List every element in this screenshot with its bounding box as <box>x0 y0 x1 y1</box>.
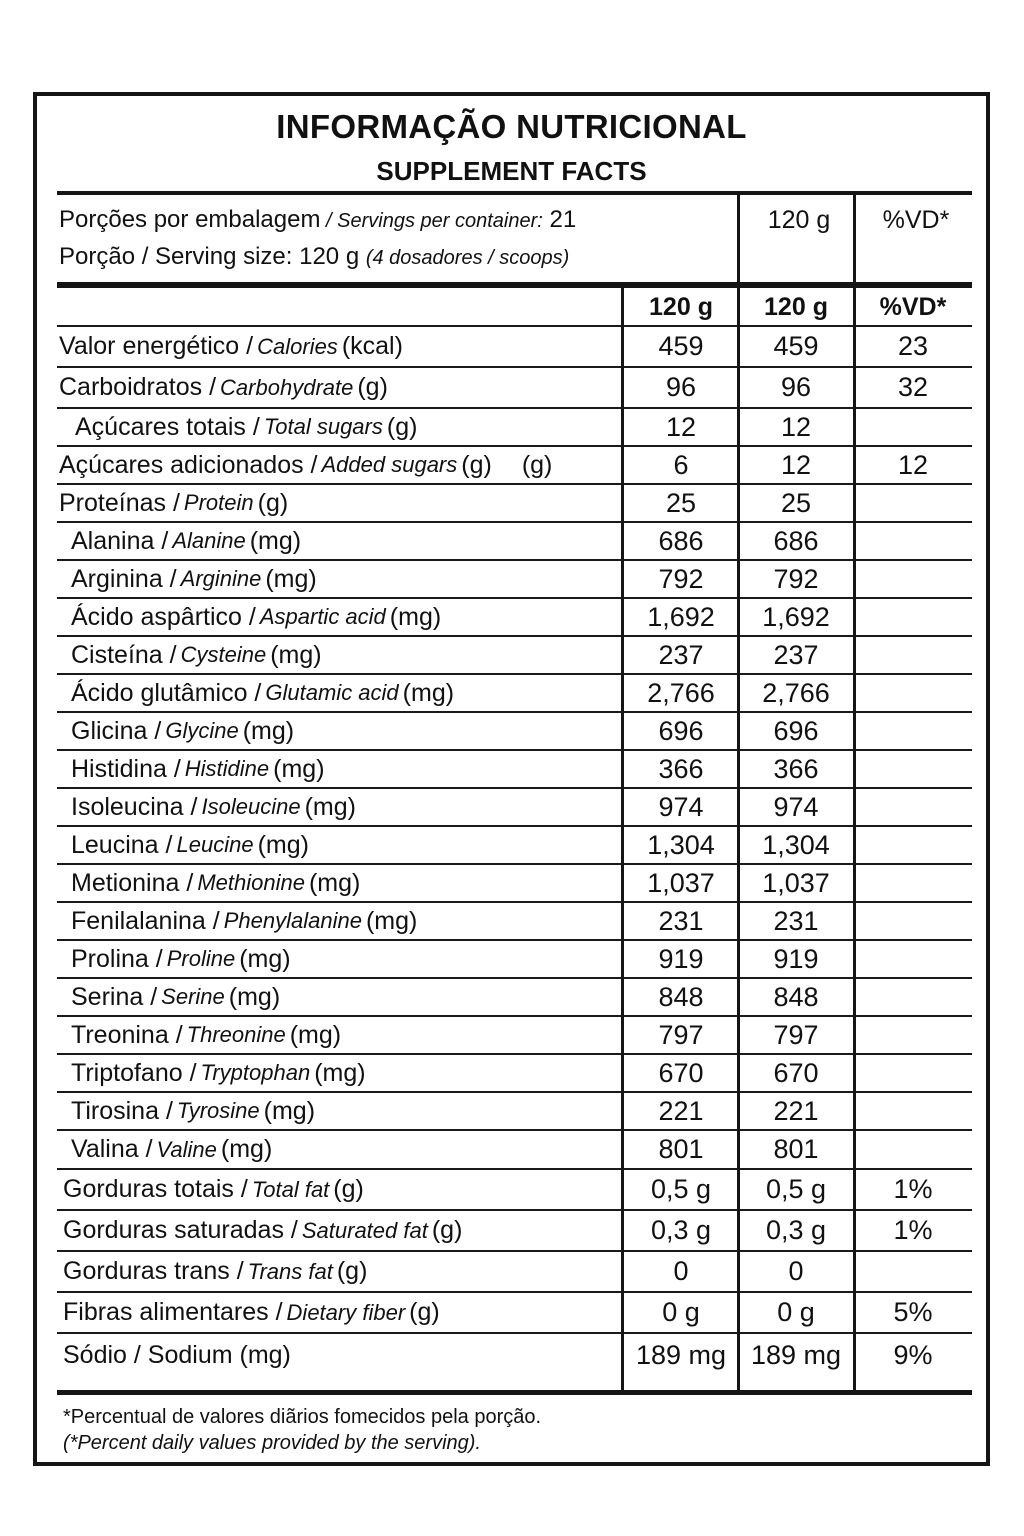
nutrient-name <box>71 789 356 825</box>
nutrient-unit: (mg) <box>220 1135 273 1163</box>
value-cell-c3 <box>854 789 972 825</box>
value-cell-c1: 1,692 <box>647 601 715 632</box>
value-cell-c1: 231 <box>658 905 704 936</box>
label-title: INFORMAÇÃO NUTRICIONAL <box>276 108 747 145</box>
name-separator: / <box>182 1058 197 1087</box>
name-separator: / <box>148 944 163 973</box>
nutrient-name-pt: Gorduras saturadas <box>63 1216 284 1244</box>
value-cell-c2: 221 <box>773 1095 819 1126</box>
value-cell-c3 <box>854 903 972 939</box>
value-cell-c2: 12 <box>780 449 812 480</box>
table-row <box>57 751 972 789</box>
value-cell-c2: 1,037 <box>762 867 830 898</box>
nutrient-name-pt: Ácido glutâmico <box>71 678 248 707</box>
divider <box>621 288 624 1390</box>
nutrient-unit: (mg) <box>365 906 418 935</box>
name-separator: / <box>268 1298 283 1326</box>
name-separator: / <box>247 678 262 707</box>
table-row <box>57 447 972 485</box>
rule-bottom <box>57 1390 972 1395</box>
name-separator: / <box>283 1216 298 1244</box>
nutrient-name-pt: Gorduras totais <box>63 1175 234 1203</box>
value-cell-c2: 686 <box>773 525 819 556</box>
name-separator: / <box>205 906 220 935</box>
nutrient-extra-unit: (g) <box>521 450 553 479</box>
nutrient-unit: (g) <box>357 373 388 401</box>
nutrient-name <box>63 1211 462 1250</box>
value-cell-c1: 459 <box>658 331 704 361</box>
value-cell-c3 <box>854 1252 972 1291</box>
divider <box>853 288 856 1390</box>
table-row <box>57 327 972 368</box>
table-row <box>57 827 972 865</box>
value-cell-c1: 237 <box>658 639 704 670</box>
name-separator: / <box>245 412 260 441</box>
value-cell-c1: 0,5 g <box>650 1174 712 1204</box>
nutrient-name-pt: Treonina <box>71 1020 169 1049</box>
nutrient-name <box>71 1055 366 1091</box>
nutrient-name-en: Saturated fat <box>301 1217 428 1243</box>
nutrient-name-pt: Gorduras trans <box>63 1257 230 1285</box>
value-cell-c1: 801 <box>658 1134 704 1164</box>
table-row <box>57 637 972 675</box>
nutrient-name-pt: Proteínas <box>59 488 167 517</box>
value-cell-c1: 797 <box>658 1019 704 1050</box>
nutrient-name <box>63 1334 291 1376</box>
value-cell-c2: 974 <box>773 791 819 822</box>
value-cell-c2: 792 <box>773 563 819 594</box>
nutrient-name <box>71 675 454 711</box>
value-cell-c1: 1,037 <box>647 867 715 898</box>
name-separator: / <box>229 1257 244 1285</box>
nutrient-unit: (mg) <box>263 1096 316 1125</box>
table-row <box>57 561 972 599</box>
nutrient-unit: (mg) <box>308 868 361 897</box>
table-row <box>57 523 972 561</box>
header-cell-c2: 120 g <box>764 292 828 321</box>
value-cell-c3 <box>854 713 972 749</box>
name-separator: / <box>143 982 158 1011</box>
nutrient-name <box>71 637 322 673</box>
value-cell-c1: 0,3 g <box>650 1215 712 1245</box>
divider <box>853 193 856 285</box>
nutrient-name-pt: Triptofano <box>71 1058 183 1087</box>
table-row <box>57 1131 972 1170</box>
table-row <box>57 368 972 409</box>
value-cell-c3 <box>854 1017 972 1053</box>
nutrient-unit: (g) <box>409 1298 440 1326</box>
name-separator: / <box>147 716 162 745</box>
table-row <box>57 1170 972 1211</box>
nutrient-name-en: Glycine <box>165 718 239 743</box>
value-cell-c3 <box>854 1093 972 1129</box>
nutrient-name-pt: Cisteína <box>71 640 163 669</box>
nutrient-unit: (mg) <box>304 792 356 821</box>
value-cell-c2: 0,3 g <box>765 1215 827 1245</box>
table-row <box>57 1211 972 1252</box>
value-cell-c2: 189 mg <box>750 1339 842 1370</box>
nutrient-name <box>71 827 309 863</box>
nutrient-name-en: Tyrosine <box>176 1098 260 1123</box>
servings-vd-header: %VD* <box>882 206 950 234</box>
nutrient-unit: (mg) <box>265 564 317 593</box>
name-separator: / <box>239 332 254 360</box>
value-cell-c1: 792 <box>658 563 704 594</box>
table-row <box>57 865 972 903</box>
table-row <box>57 675 972 713</box>
table-row <box>57 903 972 941</box>
nutrient-name-pt: Prolina <box>71 944 149 973</box>
nutrient-name-pt: Açúcares totais <box>75 412 246 441</box>
table-row <box>57 1093 972 1131</box>
nutrient-name-pt: Metionina <box>71 868 180 897</box>
value-cell-c2: 231 <box>773 905 819 936</box>
name-separator: / <box>166 488 180 517</box>
name-separator: / <box>138 1135 153 1163</box>
nutrient-name-en: Added sugars <box>321 452 458 477</box>
value-cell-c1: 0 <box>673 1256 689 1286</box>
nutrient-name <box>71 903 417 939</box>
nutrient-unit: (mg) <box>249 526 302 555</box>
nutrient-unit: (mg) <box>289 1020 342 1049</box>
nutrient-unit: (mg) <box>242 716 295 745</box>
nutrient-name-pt: Histidina <box>71 754 167 783</box>
nutrient-unit: (g) <box>386 412 418 441</box>
nutrient-name <box>63 1170 364 1209</box>
table-row <box>57 1293 972 1334</box>
value-cell-c1: 6 <box>673 449 689 480</box>
nutrient-name-en: Serine <box>161 984 225 1009</box>
nutrient-name-en: Dietary fiber <box>286 1299 406 1325</box>
nutrient-name-pt: Serina <box>71 982 144 1011</box>
header-cell-c1: 120 g <box>649 292 713 321</box>
value-cell-c3: 9% <box>893 1339 933 1370</box>
value-cell-c3: 5% <box>893 1297 933 1327</box>
value-cell-c2: 1,304 <box>762 829 830 860</box>
nutrient-name-pt: Leucina <box>71 830 159 859</box>
nutrient-unit: (mg) <box>239 944 291 973</box>
table-row <box>57 789 972 827</box>
value-cell-c2: 0 g <box>777 1297 815 1327</box>
name-separator: / <box>158 830 173 859</box>
nutrient-name-en: Valine <box>156 1136 217 1162</box>
table-row <box>57 979 972 1017</box>
name-separator: / <box>179 868 194 897</box>
nutrient-name-en: Total fat <box>251 1176 330 1202</box>
nutrient-name <box>59 447 552 483</box>
nutrient-name-en: Calories <box>257 333 338 359</box>
value-cell-c1: 919 <box>658 943 704 974</box>
value-cell-c3 <box>854 409 972 445</box>
nutrient-name-en: Isoleucine <box>201 794 301 819</box>
nutrient-name-pt: Alanina <box>71 526 155 555</box>
nutrient-unit: (g) <box>333 1175 364 1203</box>
value-cell-c3 <box>854 485 972 521</box>
nutrient-unit: (kcal) <box>341 332 403 360</box>
nutrient-name-en: Total sugars <box>263 414 383 439</box>
name-separator: / <box>303 450 318 479</box>
value-cell-c2: 96 <box>780 372 812 402</box>
nutrient-name-en: Protein <box>183 490 254 515</box>
nutrient-name-en: Alanine <box>172 528 246 553</box>
value-cell-c3 <box>854 979 972 1015</box>
nutrient-unit: (mg) <box>314 1058 366 1087</box>
value-cell-c2: 12 <box>780 411 812 442</box>
value-cell-c2: 366 <box>773 753 819 784</box>
name-separator: / <box>162 564 177 593</box>
value-cell-c1: 1,304 <box>647 829 715 860</box>
nutrient-name-en: Methionine <box>197 870 305 895</box>
nutrient-unit: (mg) <box>228 982 281 1011</box>
nutrient-unit: (mg) <box>270 640 322 669</box>
nutrient-name-pt: Carboidratos <box>59 373 203 401</box>
nutrient-name <box>75 409 417 445</box>
footnote-pt: *Percentual de valores diãrios fomecidos pela porção. <box>63 1406 542 1428</box>
value-cell-c1: 974 <box>658 791 704 822</box>
nutrient-unit: (mg) <box>273 754 325 783</box>
nutrient-unit: (g) <box>257 488 289 517</box>
divider <box>737 193 740 285</box>
nutrient-name <box>71 751 325 787</box>
nutrient-name <box>59 368 388 407</box>
nutrient-unit: (g) <box>461 450 492 479</box>
nutrient-name-en: Tryptophan <box>200 1060 311 1085</box>
value-cell-c2: 2,766 <box>762 677 830 708</box>
value-cell-c3: 1% <box>893 1215 933 1245</box>
nutrient-name-en: Arginine <box>180 566 262 591</box>
value-cell-c2: 1,692 <box>762 601 830 632</box>
nutrient-name <box>71 865 360 901</box>
name-separator: / <box>168 1020 183 1049</box>
nutrient-name <box>71 1131 272 1168</box>
value-cell-c3 <box>854 523 972 559</box>
nutrient-name <box>71 1093 315 1129</box>
name-separator: / <box>166 754 181 783</box>
nutrient-name <box>71 523 301 559</box>
table-row <box>57 1055 972 1093</box>
nutrient-name-pt: Valina <box>71 1135 139 1163</box>
value-cell-c2: 0,5 g <box>765 1174 827 1204</box>
nutrient-name-en: Glutamic acid <box>265 680 399 705</box>
value-cell-c3 <box>854 561 972 597</box>
value-cell-c1: 12 <box>665 411 697 442</box>
value-cell-c1: 670 <box>658 1057 704 1088</box>
value-cell-c3: 32 <box>897 372 929 402</box>
value-cell-c2: 25 <box>780 487 812 518</box>
servings-per-container: Porções por embalagem / Servings per container: 21 <box>59 206 577 233</box>
nutrient-name-pt: Tirosina <box>71 1096 159 1125</box>
nutrient-name-en: Phenylalanine <box>223 908 362 933</box>
value-cell-c2: 919 <box>773 943 819 974</box>
nutrient-name-pt: Valor energético <box>59 332 240 360</box>
name-separator: / <box>159 1096 173 1125</box>
nutrient-name-en: Proline <box>166 946 236 971</box>
value-cell-c1: 25 <box>665 487 697 518</box>
nutrient-name <box>71 713 294 749</box>
nutrient-name-pt: Sódio / Sodium (mg) <box>63 1340 291 1369</box>
serving-size: Porção / Serving size: 120 g (4 dosadores / scoops) <box>59 243 570 270</box>
value-cell-c2: 848 <box>773 981 819 1012</box>
divider <box>737 288 740 1390</box>
nutrient-name <box>71 561 317 597</box>
value-cell-c2: 670 <box>773 1057 819 1088</box>
value-cell-c1: 221 <box>658 1095 704 1126</box>
value-cell-c2: 801 <box>773 1134 819 1164</box>
nutrient-name <box>71 941 291 977</box>
value-cell-c3 <box>854 637 972 673</box>
value-cell-c3: 12 <box>897 449 929 480</box>
value-cell-c3: 23 <box>897 331 929 361</box>
nutrition-label <box>33 92 990 1466</box>
nutrient-name-en: Trans fat <box>247 1258 333 1284</box>
value-cell-c1: 189 mg <box>635 1339 727 1370</box>
nutrient-name-en: Threonine <box>186 1022 286 1047</box>
nutrient-name <box>59 327 403 366</box>
table-row <box>57 1017 972 1055</box>
servings-amount-header: 120 g <box>767 206 831 234</box>
value-cell-c1: 686 <box>658 525 704 556</box>
value-cell-c1: 696 <box>658 715 704 746</box>
name-separator: / <box>202 373 217 401</box>
table-row <box>57 599 972 637</box>
nutrient-name <box>71 1017 341 1053</box>
nutrient-name-pt: Ácido aspârtico <box>71 602 242 631</box>
nutrient-name-pt: Fenilalanina <box>71 906 206 935</box>
value-cell-c2: 797 <box>773 1019 819 1050</box>
table-row <box>57 713 972 751</box>
value-cell-c1: 0 g <box>662 1297 700 1327</box>
nutrient-name <box>63 1293 440 1332</box>
value-cell-c2: 237 <box>773 639 819 670</box>
nutrient-name <box>71 599 441 635</box>
nutrient-name-en: Aspartic acid <box>259 604 386 629</box>
value-cell-c2: 696 <box>773 715 819 746</box>
value-cell-c1: 96 <box>665 372 697 402</box>
value-cell-c3 <box>854 599 972 635</box>
value-cell-c3 <box>854 675 972 711</box>
table-row <box>57 1334 972 1376</box>
nutrient-name-en: Carbohydrate <box>220 374 354 400</box>
rule-top <box>57 191 972 195</box>
value-cell-c3: 1% <box>893 1174 933 1204</box>
nutrient-name-pt: Arginina <box>71 564 163 593</box>
name-separator: / <box>154 526 169 555</box>
value-cell-c1: 366 <box>658 753 704 784</box>
nutrient-name <box>63 1252 367 1291</box>
value-cell-c2: 459 <box>773 331 819 361</box>
value-cell-c3 <box>854 827 972 863</box>
table-row <box>57 941 972 979</box>
table-row <box>57 1252 972 1293</box>
name-separator: / <box>162 640 177 669</box>
value-cell-c3 <box>854 941 972 977</box>
nutrient-unit: (mg) <box>402 678 455 707</box>
nutrient-name-pt: Glicina <box>71 716 148 745</box>
value-cell-c3 <box>854 1131 972 1168</box>
value-cell-c3 <box>854 1055 972 1091</box>
table-row <box>57 409 972 447</box>
nutrient-unit: (g) <box>431 1216 463 1244</box>
header-cell-c3: %VD* <box>879 292 947 321</box>
name-separator: / <box>233 1175 248 1203</box>
nutrient-name-pt: Açúcares adicionados <box>59 450 304 479</box>
value-cell-c3 <box>854 865 972 901</box>
nutrient-name-en: Cysteine <box>180 642 267 667</box>
nutrient-name-en: Histidine <box>184 756 270 781</box>
label-subtitle: SUPPLEMENT FACTS <box>376 156 647 186</box>
nutrient-name <box>59 485 288 521</box>
name-separator: / <box>241 602 256 631</box>
name-separator: / <box>183 792 198 821</box>
table-header-row <box>57 289 972 327</box>
rule-thick <box>57 282 972 288</box>
nutrient-unit: (mg) <box>257 830 309 859</box>
nutrient-name-pt: Fibras alimentares <box>63 1298 269 1326</box>
nutrient-name-pt: Isoleucina <box>71 792 184 821</box>
value-cell-c2: 0 <box>788 1256 804 1286</box>
nutrient-unit: (mg) <box>389 602 442 631</box>
nutrient-name <box>71 979 280 1015</box>
footnote-en: (*Percent daily values provided by the serving). <box>63 1432 481 1454</box>
value-cell-c3 <box>854 751 972 787</box>
value-cell-c1: 2,766 <box>647 677 715 708</box>
nutrient-name-en: Leucine <box>176 832 254 857</box>
nutrient-unit: (g) <box>336 1257 368 1285</box>
value-cell-c1: 848 <box>658 981 704 1012</box>
table-row <box>57 485 972 523</box>
